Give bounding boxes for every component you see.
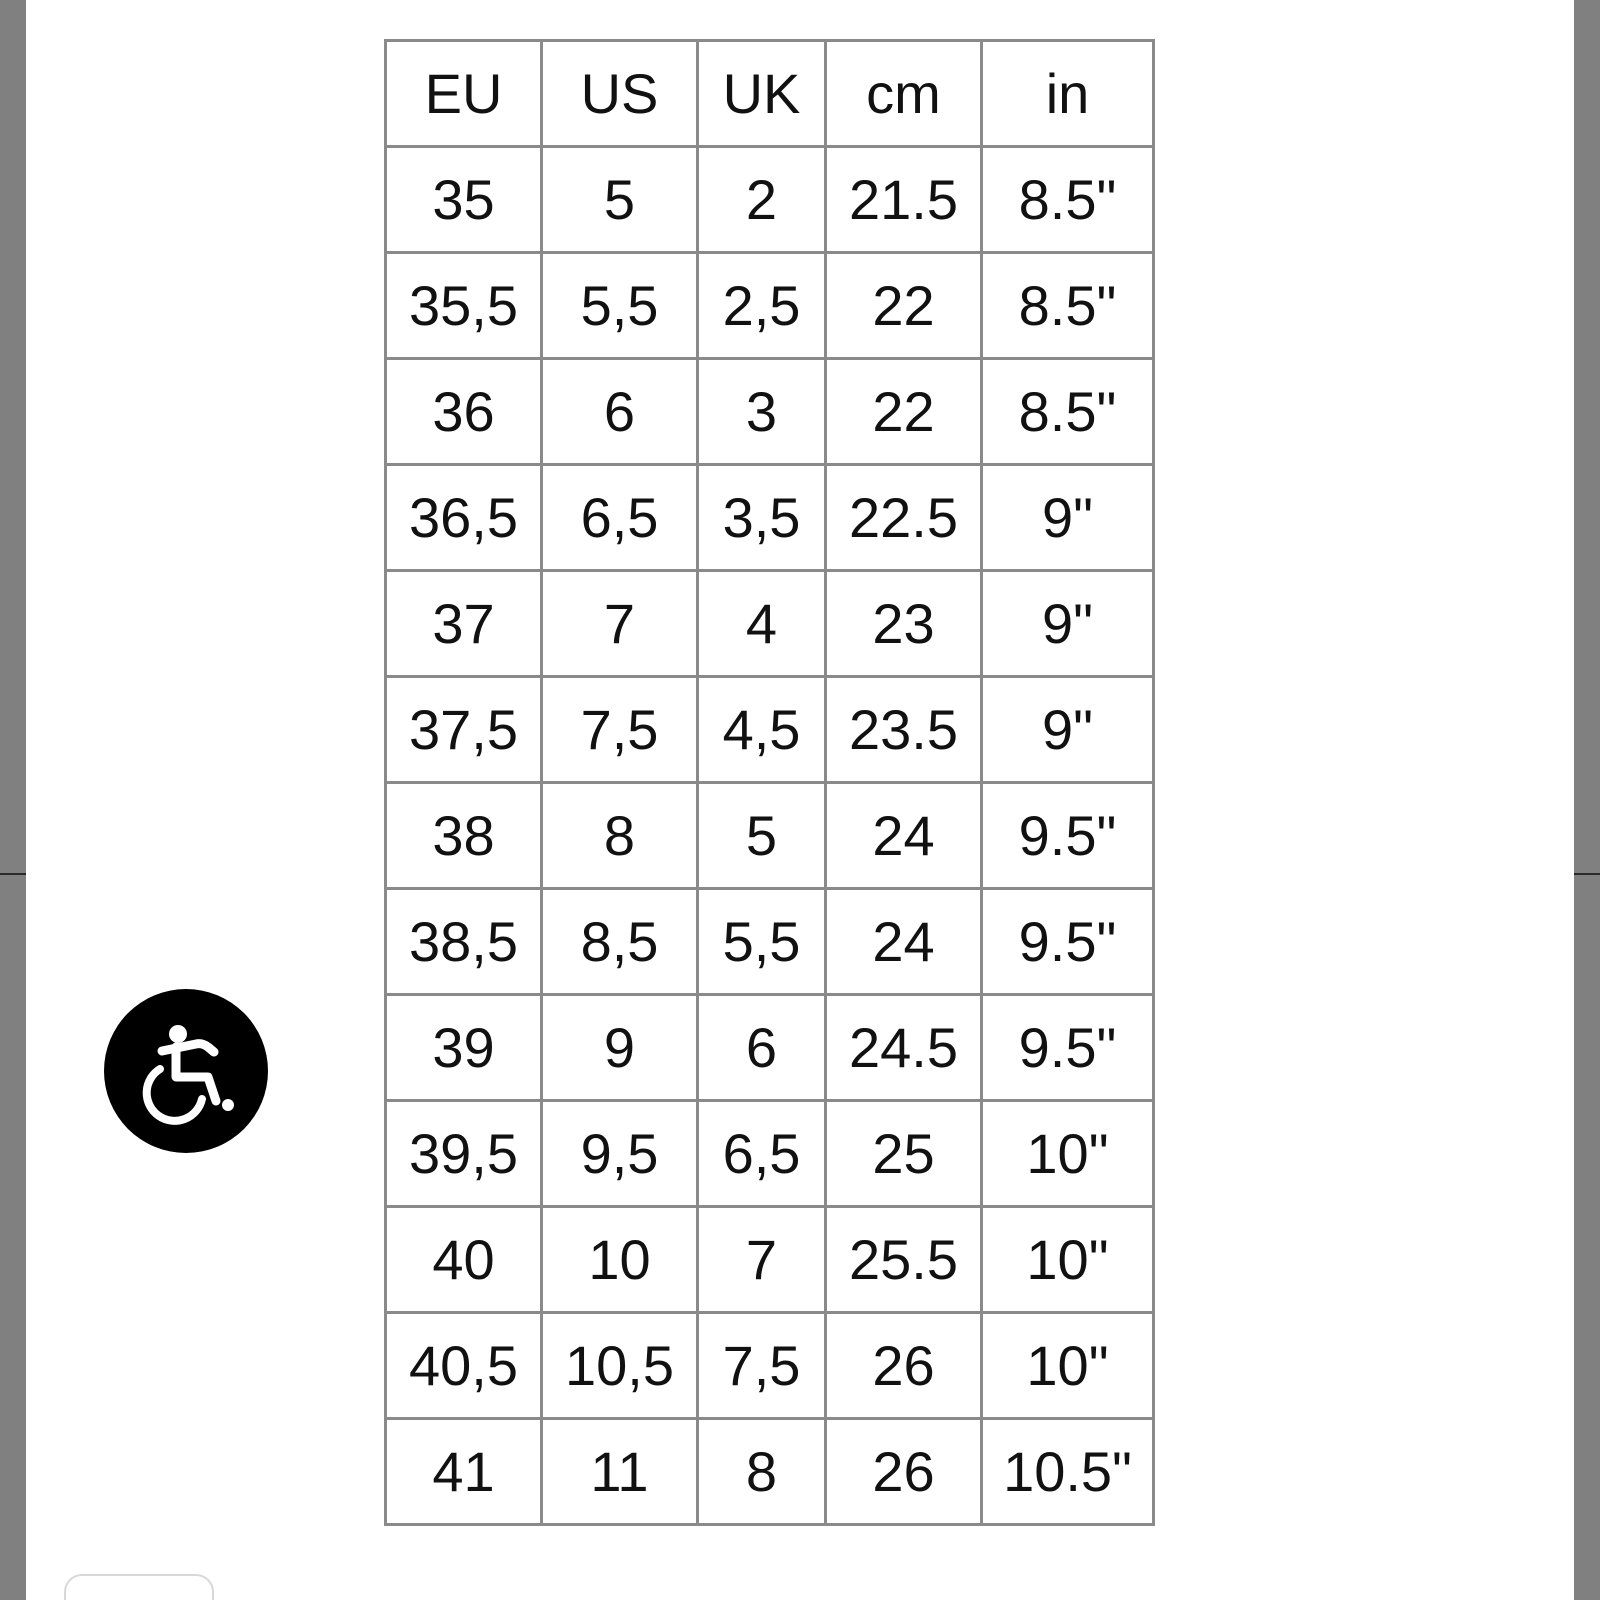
cell-us: 7,5 xyxy=(542,677,698,783)
cell-uk: 7,5 xyxy=(698,1313,826,1419)
cell-uk: 4,5 xyxy=(698,677,826,783)
cell-eu: 39,5 xyxy=(386,1101,542,1207)
cell-us: 8,5 xyxy=(542,889,698,995)
cell-in: 9" xyxy=(982,677,1154,783)
accessibility-wheelchair-icon xyxy=(104,989,268,1153)
cell-eu: 40 xyxy=(386,1207,542,1313)
cell-in: 8.5" xyxy=(982,147,1154,253)
cell-cm: 24.5 xyxy=(826,995,982,1101)
cell-in: 9" xyxy=(982,465,1154,571)
right-edge-marker xyxy=(1574,873,1600,875)
cell-uk: 7 xyxy=(698,1207,826,1313)
cell-uk: 3,5 xyxy=(698,465,826,571)
cell-eu: 41 xyxy=(386,1419,542,1525)
size-conversion-table xyxy=(384,39,1155,1526)
cell-eu: 40,5 xyxy=(386,1313,542,1419)
cell-in: 9.5" xyxy=(982,995,1154,1101)
partial-button[interactable] xyxy=(64,1574,214,1600)
cell-us: 9,5 xyxy=(542,1101,698,1207)
table-row xyxy=(386,147,1154,253)
cell-uk: 2 xyxy=(698,147,826,253)
cell-cm: 22 xyxy=(826,253,982,359)
table-row xyxy=(386,783,1154,889)
header-in: in xyxy=(982,41,1154,147)
right-frame-edge xyxy=(1574,0,1600,1600)
cell-eu: 38 xyxy=(386,783,542,889)
cell-us: 7 xyxy=(542,571,698,677)
cell-cm: 26 xyxy=(826,1313,982,1419)
cell-us: 5 xyxy=(542,147,698,253)
cell-cm: 23.5 xyxy=(826,677,982,783)
cell-eu: 36 xyxy=(386,359,542,465)
header-us: US xyxy=(542,41,698,147)
cell-eu: 35,5 xyxy=(386,253,542,359)
cell-in: 10.5" xyxy=(982,1419,1154,1525)
header-cm: cm xyxy=(826,41,982,147)
accessibility-button[interactable] xyxy=(104,989,268,1153)
cell-us: 8 xyxy=(542,783,698,889)
left-edge-marker xyxy=(0,873,26,875)
cell-uk: 3 xyxy=(698,359,826,465)
header-uk: UK xyxy=(698,41,826,147)
cell-uk: 6 xyxy=(698,995,826,1101)
table-row xyxy=(386,465,1154,571)
cell-uk: 6,5 xyxy=(698,1101,826,1207)
header-eu: EU xyxy=(386,41,542,147)
cell-eu: 39 xyxy=(386,995,542,1101)
cell-uk: 2,5 xyxy=(698,253,826,359)
cell-in: 10" xyxy=(982,1207,1154,1313)
table-header-row xyxy=(386,41,1154,147)
cell-eu: 35 xyxy=(386,147,542,253)
cell-in: 8.5" xyxy=(982,359,1154,465)
table-row xyxy=(386,1419,1154,1525)
table-row xyxy=(386,1313,1154,1419)
cell-eu: 37,5 xyxy=(386,677,542,783)
cell-uk: 4 xyxy=(698,571,826,677)
cell-cm: 21.5 xyxy=(826,147,982,253)
cell-us: 6,5 xyxy=(542,465,698,571)
table-row xyxy=(386,359,1154,465)
cell-in: 10" xyxy=(982,1313,1154,1419)
cell-in: 8.5" xyxy=(982,253,1154,359)
cell-cm: 26 xyxy=(826,1419,982,1525)
cell-cm: 22 xyxy=(826,359,982,465)
left-frame-edge xyxy=(0,0,26,1600)
cell-us: 5,5 xyxy=(542,253,698,359)
cell-us: 11 xyxy=(542,1419,698,1525)
cell-us: 6 xyxy=(542,359,698,465)
cell-uk: 8 xyxy=(698,1419,826,1525)
cell-eu: 38,5 xyxy=(386,889,542,995)
table-row xyxy=(386,677,1154,783)
cell-us: 9 xyxy=(542,995,698,1101)
table-row xyxy=(386,571,1154,677)
cell-cm: 25 xyxy=(826,1101,982,1207)
table-row xyxy=(386,889,1154,995)
table-row xyxy=(386,253,1154,359)
cell-us: 10,5 xyxy=(542,1313,698,1419)
table-row xyxy=(386,1101,1154,1207)
cell-cm: 25.5 xyxy=(826,1207,982,1313)
cell-us: 10 xyxy=(542,1207,698,1313)
cell-in: 9" xyxy=(982,571,1154,677)
table-row xyxy=(386,1207,1154,1313)
cell-cm: 22.5 xyxy=(826,465,982,571)
cell-uk: 5 xyxy=(698,783,826,889)
cell-eu: 37 xyxy=(386,571,542,677)
cell-in: 9.5" xyxy=(982,889,1154,995)
table-row xyxy=(386,995,1154,1101)
cell-cm: 23 xyxy=(826,571,982,677)
cell-eu: 36,5 xyxy=(386,465,542,571)
cell-uk: 5,5 xyxy=(698,889,826,995)
cell-cm: 24 xyxy=(826,889,982,995)
cell-in: 9.5" xyxy=(982,783,1154,889)
cell-in: 10" xyxy=(982,1101,1154,1207)
cell-cm: 24 xyxy=(826,783,982,889)
table-body xyxy=(386,147,1154,1525)
